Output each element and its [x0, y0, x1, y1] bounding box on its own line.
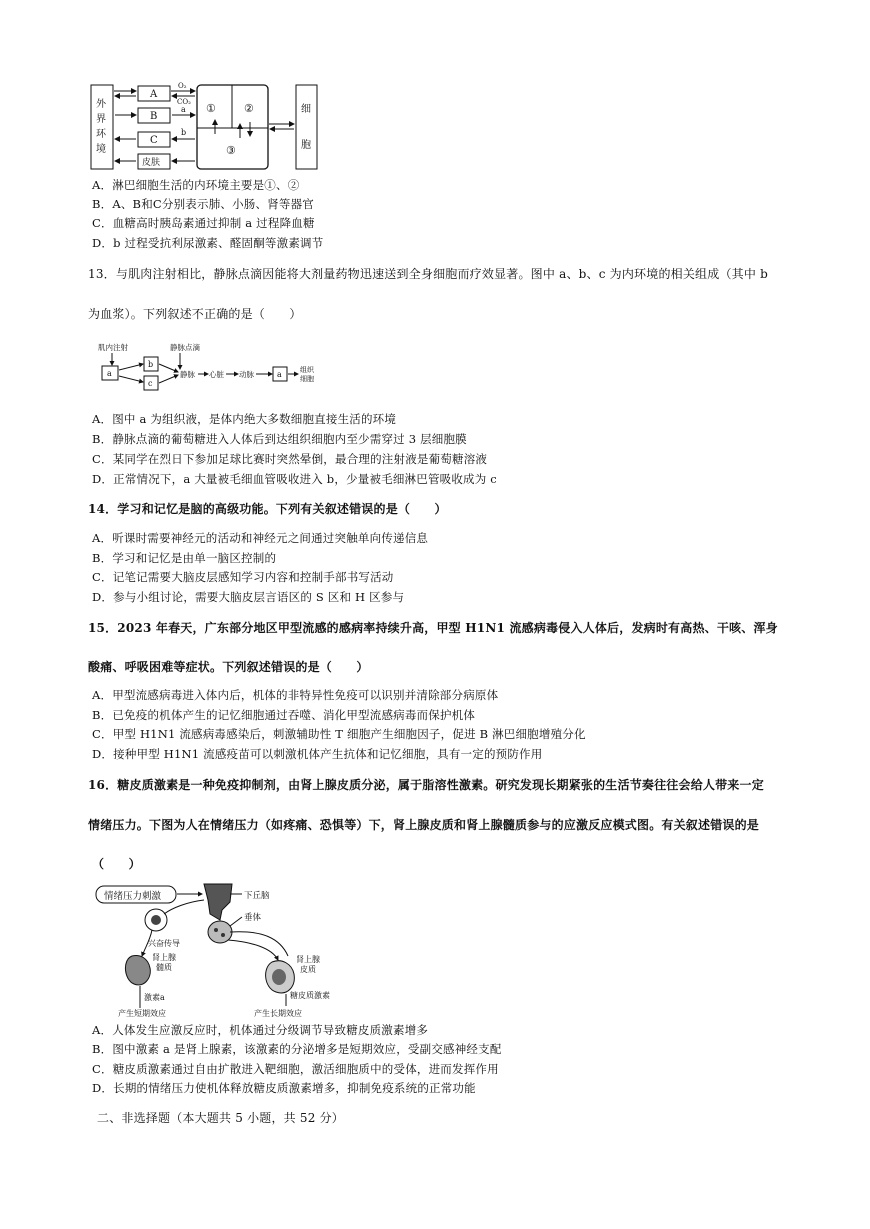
- q15-stem-line1: 15．2023 年春天，广东部分地区甲型流感的感病率持续升高，甲型 H1N1 流感病毒侵入人体后，发病时有高热、干咳、浑身: [88, 621, 778, 635]
- q16-option-a: A．人体发生应激反应时，机体通过分级调节导致糖皮质激素增多: [92, 1023, 429, 1037]
- box-c-label: c: [148, 379, 153, 388]
- q13-option-d: D．正常情况下，a 大量被毛细血管吸收进入 b，少量被毛细淋巴管吸收成为 c: [92, 472, 497, 486]
- outer-char: 界: [96, 114, 106, 125]
- outer-environment-box: [91, 85, 113, 169]
- q16-option-c: C．糖皮质激素通过自由扩散进入靶细胞，激活细胞质中的受体，进而发挥作用: [92, 1062, 499, 1076]
- q12-option-b: B．A、B和C分别表示肺、小肠、肾等器官: [92, 197, 315, 211]
- long-term-effect-label: 产生长期效应: [254, 1009, 302, 1018]
- q14-option-a: A．听课时需要神经元的活动和神经元之间通过突触单向传递信息: [92, 531, 429, 545]
- box-a-label: A: [150, 89, 158, 100]
- iv-label: 静脉点滴: [170, 343, 200, 352]
- outer-char: 外: [96, 99, 106, 110]
- outer-char: 环: [96, 129, 106, 140]
- medulla-label: 髓质: [156, 963, 172, 972]
- adrenal-medulla-shape: [125, 956, 150, 985]
- section-2-heading: 二、非选择题（本大题共 5 小题，共 52 分）: [97, 1111, 344, 1125]
- box-a-label: a: [107, 369, 112, 378]
- q13-stem-line1: 13．与肌肉注射相比，静脉点滴因能将大剂量药物迅速送到全身细胞而疗效显著。图中 a、b、c 为内环境的相关组成（其中 b: [88, 267, 768, 281]
- box-b-label: b: [148, 360, 154, 369]
- im-label: 肌内注射: [98, 343, 128, 352]
- q15-option-a: A．甲型流感病毒进入体内后，机体的非特异性免疫可以识别并清除部分病原体: [92, 688, 499, 702]
- box-a2-label: a: [277, 370, 282, 379]
- hypothalamus-label: 下丘脑: [244, 891, 270, 901]
- label-a: a: [181, 105, 186, 114]
- vein-label: 静脉: [180, 370, 195, 379]
- excitation-label: 兴奋传导: [148, 939, 180, 948]
- q13-option-a: A．图中 a 为组织液，是体内绝大多数细胞直接生活的环境: [92, 412, 397, 426]
- box-skin-label: 皮肤: [142, 158, 161, 168]
- tissue-label: 组织: [300, 366, 314, 374]
- q16-stem-line2: 情绪压力。下图为人在情绪压力（如疼痛、恐惧等）下，肾上腺皮质和肾上腺髓质参与的应激反应模式图。有关叙述错误的是: [88, 818, 760, 832]
- injection-route-diagram: [98, 342, 328, 392]
- compartment-3: ③: [226, 144, 236, 157]
- q16-option-b: B．图中激素 a 是肾上腺素，该激素的分泌增多是短期效应，受副交感神经支配: [92, 1042, 502, 1056]
- q14-option-c: C．记笔记需要大脑皮层感知学习内容和控制手部书写活动: [92, 570, 394, 584]
- stress-response-diagram: [92, 880, 362, 1020]
- q13-option-c: C．某同学在烈日下参加足球比赛时突然晕倒，最合理的注射液是葡萄糖溶液: [92, 452, 488, 466]
- artery-label: 动脉: [239, 370, 254, 379]
- q15-option-b: B．已免疫的机体产生的记忆细胞通过吞噬、消化甲型流感病毒而保护机体: [92, 708, 476, 722]
- q16-stem-line1: 16．糖皮质激素是一种免疫抑制剂，由肾上腺皮质分泌，属于脂溶性激素。研究发现长期紧张的生活节奏往往会给人带来一定: [88, 778, 764, 792]
- q13-stem-line2: 为血浆）。下列叙述不正确的是（ ）: [88, 307, 302, 321]
- compartment-1: ①: [206, 102, 216, 115]
- pituitary-label: 垂体: [244, 913, 262, 923]
- q14-option-d: D．参与小组讨论，需要大脑皮层言语区的 S 区和 H 区参与: [92, 590, 405, 604]
- cell-char: 细: [301, 104, 311, 115]
- glucocorticoid-label: 糖皮质激素: [290, 991, 330, 1000]
- q15-stem-line2: 酸痛、呼吸困难等症状。下列叙述错误的是（ ）: [88, 660, 369, 674]
- q14-stem: 14．学习和记忆是脑的高级功能。下列有关叙述错误的是（ ）: [88, 502, 447, 516]
- hypothalamus-shape: [204, 884, 232, 920]
- co2-label: CO₂: [177, 98, 191, 106]
- medulla-label: 肾上腺: [152, 953, 176, 962]
- q16-stem-line3: （ ）: [92, 857, 141, 871]
- box-b-label: B: [150, 111, 158, 122]
- cell-char: 胞: [301, 140, 311, 151]
- cortex-label: 肾上腺: [296, 955, 320, 964]
- stress-label: 情绪压力刺激: [104, 891, 162, 902]
- q13-option-b: B．静脉点滴的葡萄糖进入人体后到达组织细胞内至少需穿过 3 层细胞膜: [92, 432, 467, 446]
- q12-option-c: C．血糖高时胰岛素通过抑制 a 过程降血糖: [92, 216, 315, 230]
- compartment-2: ②: [244, 102, 254, 115]
- internal-environment-diagram: [90, 82, 330, 174]
- hormone-a-label: 激素a: [144, 993, 165, 1002]
- tissue-label: 细胞: [300, 375, 314, 383]
- heart-label: 心脏: [209, 370, 224, 379]
- cortex-label: 皮质: [300, 965, 316, 974]
- q15-option-d: D．接种甲型 H1N1 流感疫苗可以刺激机体产生抗体和记忆细胞，具有一定的预防作用: [92, 747, 543, 761]
- short-term-effect-label: 产生短期效应: [118, 1009, 166, 1018]
- q12-option-a: A．淋巴细胞生活的内环境主要是①、②: [92, 178, 300, 192]
- outer-char: 境: [96, 144, 106, 155]
- q16-option-d: D．长期的情绪压力使机体释放糖皮质激素增多，抑制免疫系统的正常功能: [92, 1081, 476, 1095]
- q15-option-c: C．甲型 H1N1 流感病毒感染后，刺激辅助性 T 细胞产生细胞因子，促进 B 淋巴细胞增殖分化: [92, 727, 586, 741]
- q14-option-b: B．学习和记忆是由单一脑区控制的: [92, 551, 277, 565]
- box-c-label: C: [150, 135, 158, 146]
- cell-box: [296, 85, 317, 169]
- label-b: b: [181, 128, 187, 137]
- o2-label: O₂: [178, 82, 187, 90]
- q12-option-d: D．b 过程受抗利尿激素、醛固酮等激素调节: [92, 236, 324, 250]
